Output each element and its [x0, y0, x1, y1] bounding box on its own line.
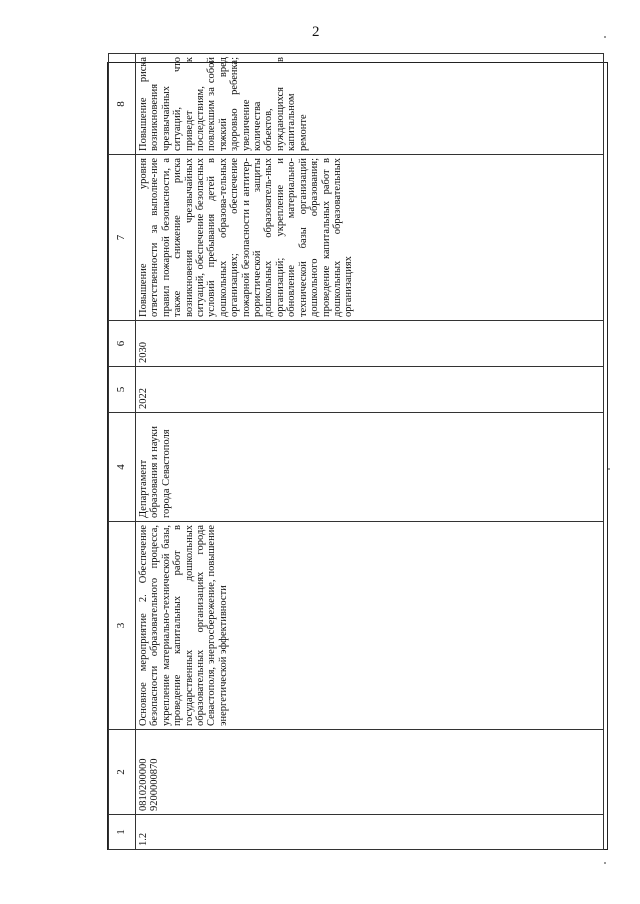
header-col-8: 8 [109, 54, 136, 155]
scan-speck [608, 468, 610, 470]
rotated-table-container [108, 57, 607, 850]
risk-cell: Повышение риска возникновения чрезвычайных ситуаций, что приведет к последствиям, повлекшим за собой тяжкий вред здоровью ребенка; увеличение количества объектов, нуждающихся в капитальном ремонте [136, 54, 604, 155]
budget-code-cell: 0810200000 9200000870 [136, 730, 604, 815]
expected-result-cell: Повышение уровня ответственности за выполне-ние правил пожарной безопасности, а также снижение риска возникновения чрезвычайных ситуаций, обеспечение безопасных условий пребывания детей в дошкольных образова-тельных организациях; обеспечение пожарной безопасности и антитер-рористической защиты дошкольных образователь-ных организаций; укрепление и обновление материально-технической базы организаций дошкольного образования; проведение капитальных работ в дошкольных образовательных организациях [136, 155, 604, 321]
header-col-3: 3 [109, 522, 136, 730]
measures-table [108, 53, 604, 850]
table-row [136, 54, 604, 850]
header-col-7: 7 [109, 155, 136, 321]
row-number-cell: 1.2 [136, 815, 604, 850]
end-year-cell: 2030 [136, 321, 604, 367]
header-col-1: 1 [109, 815, 136, 850]
header-col-6: 6 [109, 321, 136, 367]
scan-speck [604, 862, 606, 864]
measure-description-cell: Основное мероприятие 2. Обеспечение безопасности образовательного процесса, укрепление материально-технической базы, проведение капитальных работ в государственных дошкольных образовательных организациях города Севастополя, энергосбережение, повышение энергетической эффективности [136, 522, 604, 730]
page-number: 2 [312, 24, 320, 40]
executor-cell: Департамент образования и науки города Севастополя [136, 413, 604, 522]
header-col-2: 2 [109, 730, 136, 815]
header-col-4: 4 [109, 413, 136, 522]
header-col-5: 5 [109, 367, 136, 413]
scan-speck [604, 36, 606, 38]
table-header-row [109, 54, 136, 850]
measures-table-frame [107, 57, 608, 850]
start-year-cell: 2022 [136, 367, 604, 413]
